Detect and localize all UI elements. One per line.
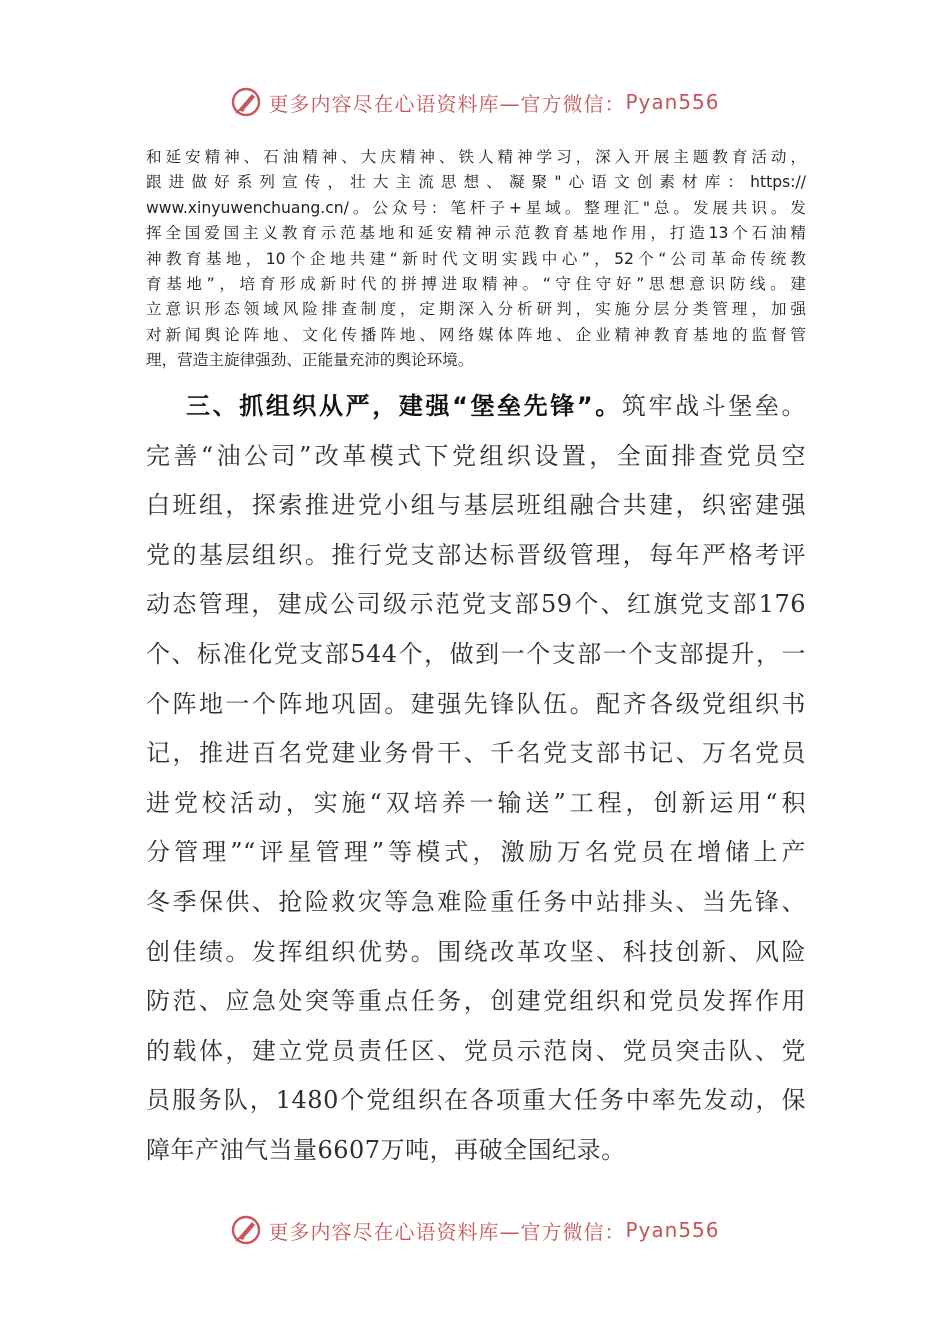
small-line: 跟进做好系列宣传，壮大主流思想、凝聚"心语文创素材库：https:// bbox=[146, 173, 806, 192]
footer-banner bbox=[0, 1210, 950, 1250]
body-line: 进党校活动，实施“双培养一输送”工程，创新运用“积 bbox=[146, 788, 806, 817]
banner-text: 更多内容尽在心语资料库—官方微信： bbox=[268, 91, 626, 116]
body-line: 分管理”“评星管理”等模式，激励万名党员在增储上产 bbox=[146, 838, 806, 867]
banner-wechat-id: Pyan556 bbox=[625, 1218, 720, 1242]
banner-text: 更多内容尽在心语资料库—官方微信： bbox=[268, 1219, 626, 1244]
section-three-paragraph bbox=[146, 382, 806, 1176]
small-line: 理，营造主旋律强劲、正能量充沛的舆论环境。 bbox=[146, 351, 474, 370]
pen-circle-logo-icon bbox=[230, 1214, 262, 1246]
small-line: 育基地”，培育形成新时代的拼搏进取精神。“守住守好”思想意识防线。建 bbox=[146, 275, 806, 294]
small-line: 神教育基地，10个企地共建“新时代文明实践中心”，52个“公司革命传统教 bbox=[146, 249, 806, 268]
body-line: 记，推进百名党建业务骨干、千名党支部书记、万名党员 bbox=[146, 739, 806, 768]
body-line: 动态管理，建成公司级示范党支部59个、红旗党支部176 bbox=[146, 590, 806, 619]
body-line: 党的基层组织。推行党支部达标晋级管理，每年严格考评 bbox=[146, 540, 806, 569]
body-line: 障年产油气当量6607万吨，再破全国纪录。 bbox=[146, 1135, 626, 1164]
small-line: 挥全国爱国主义教育示范基地和延安精神示范教育基地作用，打造13个石油精 bbox=[146, 224, 806, 243]
body-line: 的载体，建立党员责任区、党员示范岗、党员突击队、党 bbox=[146, 1036, 806, 1065]
body-line: 个阵地一个阵地巩固。建强先锋队伍。配齐各级党组织书 bbox=[146, 689, 806, 718]
body-line: 白班组，探索推进党小组与基层班组融合共建，织密建强 bbox=[146, 491, 806, 520]
section-first-line-text: 筑牢战斗堡垒。 bbox=[621, 392, 806, 420]
body-line: 完善“油公司”改革模式下党组织设置，全面排查党员空 bbox=[146, 441, 806, 470]
body-line: 创佳绩。发挥组织优势。围绕改革攻坚、科技创新、风险 bbox=[146, 937, 806, 966]
small-line: 对新闻舆论阵地、文化传播阵地、网络媒体阵地、企业精神教育基地的监督管 bbox=[146, 325, 806, 344]
body-line: 员服务队，1480个党组织在各项重大任务中率先发动，保 bbox=[146, 1086, 806, 1115]
header-banner bbox=[0, 82, 950, 122]
body-line: 个、标准化党支部544个，做到一个支部一个支部提升，一 bbox=[146, 639, 806, 668]
pen-circle-logo-icon bbox=[230, 86, 262, 118]
section-heading: 三、抓组织从严，建强“堡垒先锋”。 bbox=[186, 392, 622, 420]
section-first-line bbox=[146, 382, 806, 432]
small-line: 立意识形态领域风险排查制度，定期深入分析研判，实施分层分类管理，加强 bbox=[146, 300, 806, 319]
body-line: 防范、应急处突等重点任务，创建党组织和党员发挥作用 bbox=[146, 987, 806, 1016]
small-line: 和延安精神、石油精神、大庆精神、铁人精神学习，深入开展主题教育活动， bbox=[146, 148, 806, 166]
banner-wechat-id: Pyan556 bbox=[625, 90, 720, 114]
small-line: www.xinyuwenchuang.cn/。公众号：笔杆子+星域。整理汇"总。发展共识。发 bbox=[146, 198, 806, 217]
small-paragraph bbox=[146, 145, 806, 374]
body-line: 冬季保供、抢险救灾等急难险重任务中站排头、当先锋、 bbox=[146, 887, 806, 916]
